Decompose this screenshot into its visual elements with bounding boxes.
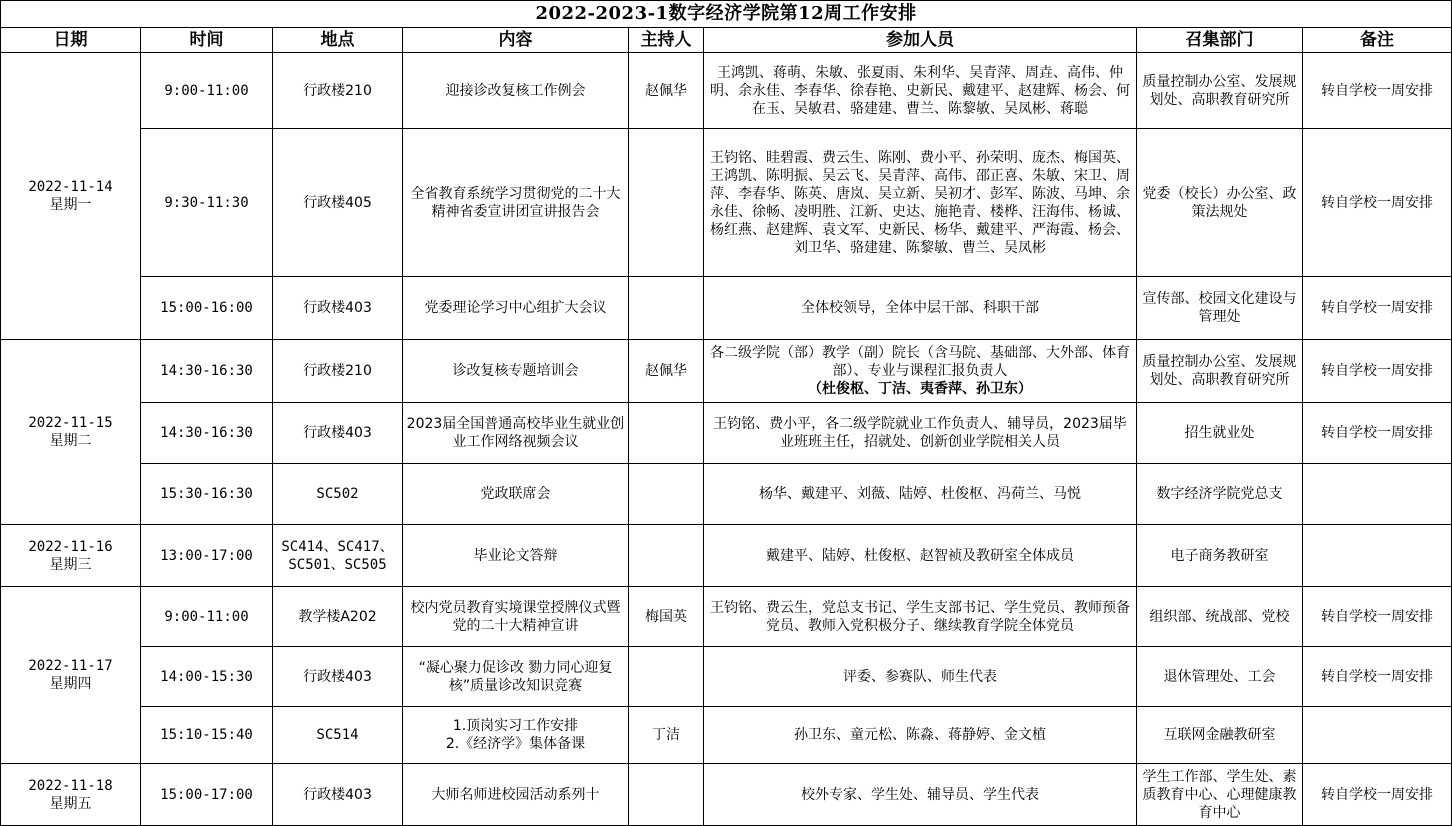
- location-cell: [273, 525, 403, 587]
- weekday-value: 星期三: [49, 556, 92, 573]
- location-cell: 行政楼210: [273, 340, 403, 403]
- weekday-value: 星期一: [49, 197, 92, 213]
- convener-cell: 组织部、统战部、党校: [1137, 587, 1303, 647]
- notes-cell: 转自学校一周安排: [1303, 587, 1452, 647]
- participants-cell: 全体校领导，全体中层干部、科职干部: [704, 277, 1137, 340]
- content-cell: 诊改复核专题培训会: [403, 340, 629, 403]
- time-cell: 14:30-16:30: [141, 340, 273, 403]
- content-cell: 党委理论学习中心组扩大会议: [403, 277, 629, 340]
- notes-cell: 转自学校一周安排: [1303, 403, 1452, 464]
- convener-cell: 电子商务教研室: [1137, 525, 1303, 587]
- convener-cell: 质量控制办公室、发展规划处、高职教育研究所: [1137, 340, 1303, 403]
- participants-cell: 王钧铭、费云生，党总支书记、学生支部书记、学生党员、教师预备党员、教师入党积极分子、继续教育学院全体党员: [704, 587, 1137, 647]
- notes-cell: 转自学校一周安排: [1303, 764, 1452, 826]
- location-cell: 行政楼403: [273, 764, 403, 826]
- participants-cell: 校外专家、学生处、辅导员、学生代表: [704, 764, 1137, 826]
- notes-cell: [1303, 464, 1452, 525]
- participants-cell: 王钧铭、眭碧霞、费云生、陈刚、费小平、孙荣明、庞杰、梅国英、王鸿凯、陈明振、吴云飞、吴青萍、高伟、邵正喜、朱敏、宋卫、周萍、李春华、陈英、唐岚、吴立新、吴初才、彭军、陈波、马坤、余永佳、徐畅、凌明胜、江新、史达、施艳青、楼桦、汪海伟、杨诚、杨红燕、赵建辉、袁文军、史新民、杨华、戴建平、严海霞、杨会、刘卫华、骆建建、陈黎敏、曹兰、吴凤彬: [704, 129, 1137, 277]
- location-cell: 行政楼403: [273, 403, 403, 464]
- date-value: 2022-11-15: [28, 415, 113, 431]
- content-cell: “凝心聚力促诊改 勠力同心迎复核”质量诊改知识竞赛: [403, 647, 629, 707]
- header-date: 日期: [1, 28, 141, 53]
- content-cell: 全省教育系统学习贯彻党的二十大精神省委宣讲团宣讲报告会: [403, 129, 629, 277]
- location-cell: 行政楼403: [273, 277, 403, 340]
- content-cell: 党政联席会: [403, 464, 629, 525]
- date-cell: [1, 340, 141, 525]
- host-cell: [629, 464, 704, 525]
- participants-bold-text: （杜俊枢、丁洁、夷香萍、孙卫东）: [808, 381, 1032, 397]
- participants-text: 各二级学院（部）教学（副）院长（含马院、基础部、大外部、体育部）、专业与课程汇报负责人: [710, 345, 1130, 379]
- content-line: 1.顶岗实习工作安排: [452, 718, 579, 734]
- header-content: 内容: [403, 28, 629, 53]
- notes-cell: 转自学校一周安排: [1303, 277, 1452, 340]
- host-cell: [629, 764, 704, 826]
- convener-cell: 质量控制办公室、发展规划处、高职教育研究所: [1137, 53, 1303, 129]
- content-cell: 毕业论文答辩: [403, 525, 629, 587]
- date-value: 2022-11-17: [28, 658, 113, 674]
- participants-cell: 孙卫东、童元松、陈淼、蒋静婷、金文植: [704, 707, 1137, 764]
- weekday-value: 星期四: [49, 676, 92, 692]
- convener-cell: 互联网金融教研室: [1137, 707, 1303, 764]
- table-row: [1, 403, 1452, 464]
- host-cell: 丁洁: [629, 707, 704, 764]
- convener-cell: 招生就业处: [1137, 403, 1303, 464]
- content-cell: 迎接诊改复核工作例会: [403, 53, 629, 129]
- convener-cell: 学生工作部、学生处、素质教育中心、心理健康教育中心: [1137, 764, 1303, 826]
- content-cell: 大师名师进校园活动系列十: [403, 764, 629, 826]
- weekday-value: 星期五: [49, 795, 92, 812]
- notes-cell: 转自学校一周安排: [1303, 129, 1452, 277]
- date-value: 2022-11-16: [28, 538, 113, 555]
- participants-cell: 杨华、戴建平、刘薇、陆婷、杜俊枢、冯荷兰、马悦: [704, 464, 1137, 525]
- location-cell: SC514: [273, 707, 403, 764]
- header-convener: 召集部门: [1137, 28, 1303, 53]
- header-location: 地点: [273, 28, 403, 53]
- participants-cell: 王钧铭、费小平，各二级学院就业工作负责人、辅导员，2023届毕业班班主任，招就处、创新创业学院相关人员: [704, 403, 1137, 464]
- date-cell: [1, 53, 141, 340]
- notes-cell: [1303, 525, 1452, 587]
- time-cell: 13:00-17:00: [141, 525, 273, 587]
- location-line: SC501、SC505: [288, 556, 387, 573]
- host-cell: [629, 129, 704, 277]
- location-cell: 行政楼405: [273, 129, 403, 277]
- table-row: [1, 464, 1452, 525]
- location-cell: SC502: [273, 464, 403, 525]
- location-line: SC414、SC417、: [281, 538, 394, 555]
- notes-cell: 转自学校一周安排: [1303, 340, 1452, 403]
- date-cell: [1, 764, 141, 826]
- host-cell: 赵佩华: [629, 53, 704, 129]
- convener-cell: 宣传部、校园文化建设与管理处: [1137, 277, 1303, 340]
- table-row: [1, 587, 1452, 647]
- time-cell: 9:00-11:00: [141, 53, 273, 129]
- table-row: [1, 53, 1452, 129]
- header-row: [1, 28, 1452, 53]
- location-cell: 行政楼210: [273, 53, 403, 129]
- time-cell: 15:00-17:00: [141, 764, 273, 826]
- date-value: 2022-11-18: [28, 777, 113, 794]
- location-cell: 教学楼A202: [273, 587, 403, 647]
- participants-cell: 戴建平、陆婷、杜俊枢、赵智祯及教研室全体成员: [704, 525, 1137, 587]
- header-notes: 备注: [1303, 28, 1452, 53]
- date-value: 2022-11-14: [28, 179, 113, 195]
- participants-cell: 评委、参赛队、师生代表: [704, 647, 1137, 707]
- host-cell: 梅国英: [629, 587, 704, 647]
- table-row: [1, 525, 1452, 587]
- convener-cell: 退休管理处、工会: [1137, 647, 1303, 707]
- convener-cell: 党委（校长）办公室、政策法规处: [1137, 129, 1303, 277]
- participants-cell: 王鸿凯、蒋萌、朱敏、张夏雨、朱利华、吴青萍、周垚、高伟、仲明、余永佳、李春华、徐春艳、史新民、戴建平、赵建辉、杨会、何在玉、吴敏君、骆建建、曹兰、陈黎敏、吴凤彬、蒋聪: [704, 53, 1137, 129]
- location-cell: 行政楼403: [273, 647, 403, 707]
- content-cell: 校内党员教育实境课堂授牌仪式暨党的二十大精神宣讲: [403, 587, 629, 647]
- host-cell: [629, 525, 704, 587]
- header-participants: 参加人员: [704, 28, 1137, 53]
- content-line: 2.《经济学》集体备课: [445, 736, 586, 752]
- sheet-title: 2022-2023-1数字经济学院第12周工作安排: [1, 1, 1452, 28]
- table-row: [1, 129, 1452, 277]
- header-time: 时间: [141, 28, 273, 53]
- host-cell: [629, 277, 704, 340]
- time-cell: 14:30-16:30: [141, 403, 273, 464]
- table-row: [1, 707, 1452, 764]
- time-cell: 15:30-16:30: [141, 464, 273, 525]
- table-row: [1, 340, 1452, 403]
- time-cell: 14:00-15:30: [141, 647, 273, 707]
- time-cell: 9:00-11:00: [141, 587, 273, 647]
- host-cell: [629, 647, 704, 707]
- content-cell: 2023届全国普通高校毕业生就业创业工作网络视频会议: [403, 403, 629, 464]
- participants-cell: [704, 340, 1137, 403]
- notes-cell: [1303, 707, 1452, 764]
- table-row: [1, 764, 1452, 826]
- host-cell: [629, 403, 704, 464]
- table-row: [1, 647, 1452, 707]
- notes-cell: 转自学校一周安排: [1303, 647, 1452, 707]
- convener-cell: 数字经济学院党总支: [1137, 464, 1303, 525]
- weekday-value: 星期二: [49, 433, 92, 449]
- notes-cell: 转自学校一周安排: [1303, 53, 1452, 129]
- date-cell: [1, 587, 141, 764]
- host-cell: 赵佩华: [629, 340, 704, 403]
- time-cell: 15:10-15:40: [141, 707, 273, 764]
- content-cell: [403, 707, 629, 764]
- header-host: 主持人: [629, 28, 704, 53]
- date-cell: [1, 525, 141, 587]
- table-row: [1, 277, 1452, 340]
- time-cell: 9:30-11:30: [141, 129, 273, 277]
- time-cell: 15:00-16:00: [141, 277, 273, 340]
